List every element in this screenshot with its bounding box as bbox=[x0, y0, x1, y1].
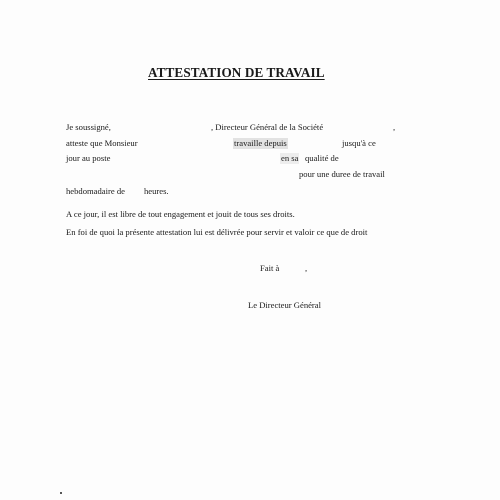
text-travaille-depuis: travaille depuis bbox=[234, 138, 287, 148]
document-title: ATTESTATION DE TRAVAIL bbox=[148, 65, 325, 80]
text-en-sa: en sa bbox=[281, 153, 299, 163]
text-fait-a-comma: , bbox=[305, 263, 308, 273]
text-atteste-que-monsieur: atteste que Monsieur bbox=[66, 138, 138, 148]
text-jusqua-ce: jusqu'à ce bbox=[342, 138, 376, 148]
text-fait-a: Fait à bbox=[260, 263, 280, 273]
text-jour-au-poste: jour au poste bbox=[66, 153, 111, 163]
text-hebdomadaire-de: hebdomadaire de bbox=[66, 186, 125, 196]
text-heures: heures. bbox=[144, 186, 169, 196]
text-comma: , bbox=[393, 122, 396, 132]
text-je-soussigne: Je soussigné, bbox=[66, 122, 111, 132]
scan-speck bbox=[60, 492, 62, 494]
text-en-foi-de-quoi: En foi de quoi la présente attestation lui est délivrée pour servir et valoir ce que de droit bbox=[66, 227, 368, 237]
signature-title: Le Directeur Général bbox=[248, 300, 322, 310]
text-duree-de-travail: pour une duree de travail bbox=[299, 169, 385, 179]
text-libre-engagement: A ce jour, il est libre de tout engagement et jouit de tous ses droits. bbox=[66, 209, 295, 219]
text-qualite-de: qualité de bbox=[305, 153, 339, 163]
text-directeur-general-societe: , Directeur Général de la Société bbox=[211, 122, 324, 132]
